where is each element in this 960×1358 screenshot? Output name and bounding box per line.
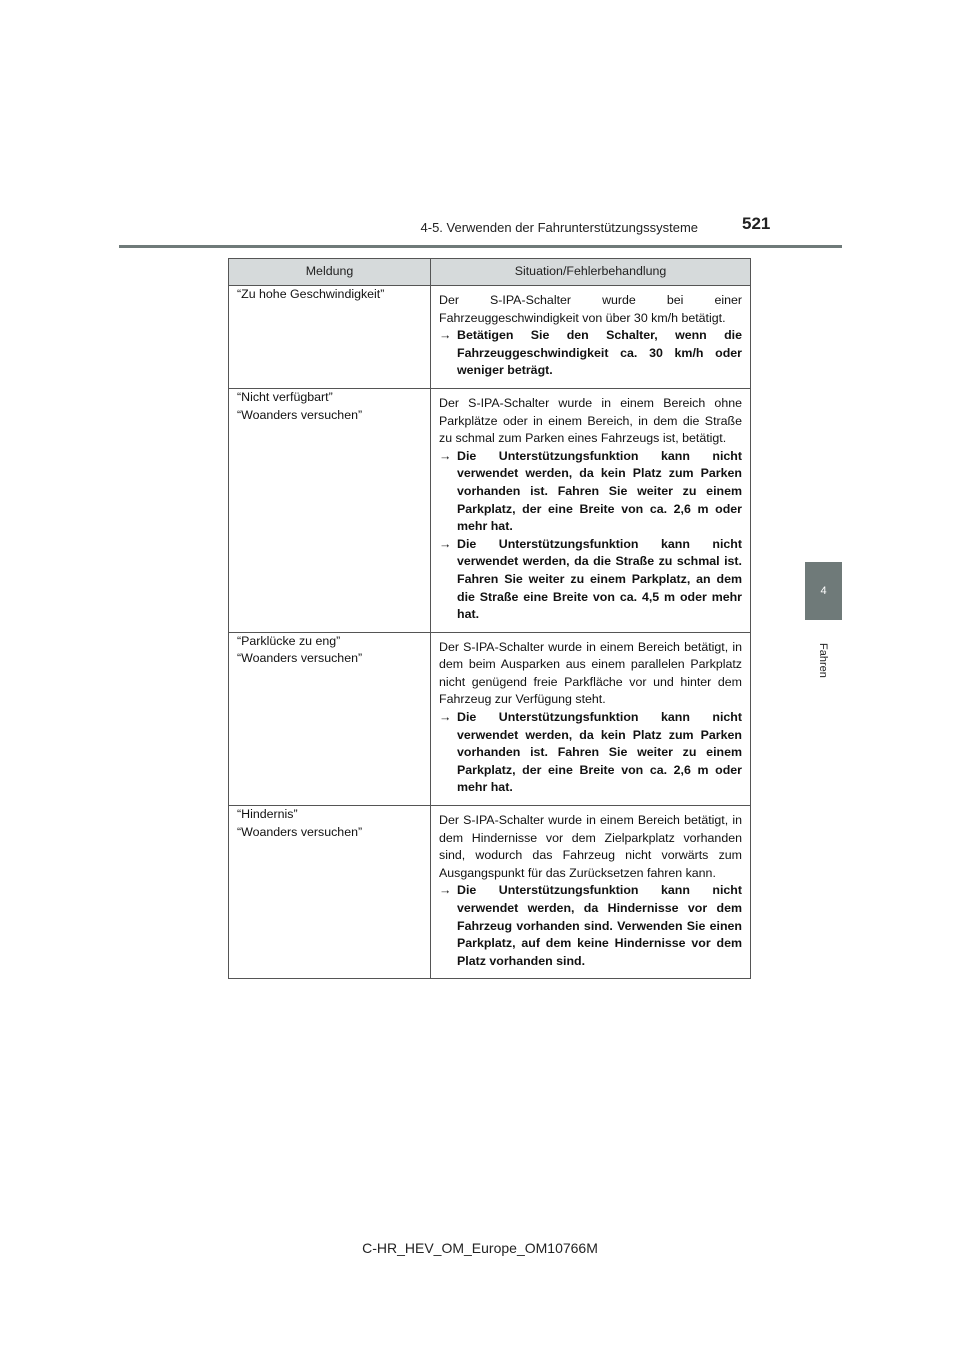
situation-cell <box>431 806 751 979</box>
action-item <box>439 327 742 380</box>
arrow-right-icon: → <box>439 536 452 551</box>
message-text: “Nicht verfügbart” <box>237 389 333 404</box>
table-row <box>229 286 751 389</box>
action-text: Die Unterstützungsfunktion kann nicht verwendet werden, da Hindernisse vor dem Fahrzeug vorhanden sind. Verwenden Sie einen Parkplatz, auf dem keine Hindernisse vor dem Platz vorhanden sind. <box>457 883 742 968</box>
page-number: 521 <box>742 214 771 233</box>
action-item <box>439 536 742 624</box>
situation-cell <box>431 286 751 389</box>
chapter-label: Fahren <box>817 642 829 678</box>
column-header-message: Meldung <box>229 259 431 286</box>
arrow-right-icon: → <box>439 710 452 725</box>
table-row <box>229 632 751 805</box>
arrow-right-icon: → <box>439 883 452 898</box>
message-cell <box>229 388 431 632</box>
table-row <box>229 388 751 632</box>
chapter-tab[interactable]: 4 <box>805 562 842 620</box>
action-text: Die Unterstützungsfunktion kann nicht verwendet werden, da die Straße zu schmal ist. Fahren Sie weiter zu einem Parkplatz, an dem die Straße eine Breite von ca. 4,5 m oder mehr hat. <box>457 536 742 622</box>
situation-cell <box>431 388 751 632</box>
situation-text: Der S-IPA-Schalter wurde in einem Bereich ohne Parkplätze oder in einem Bereich, in dem die Straße zu schmal zum Parken eines Fahrzeugs ist, betätigt. <box>439 395 742 446</box>
message-text: “Woanders versuchen” <box>237 651 363 666</box>
message-cell <box>229 806 431 979</box>
document-code: C-HR_HEV_OM_Europe_OM10766M <box>362 1240 598 1256</box>
action-item <box>439 709 742 797</box>
action-item <box>439 448 742 536</box>
message-cell <box>229 632 431 805</box>
action-item <box>439 882 742 970</box>
table-header-row <box>229 259 751 286</box>
message-text: “Parklücke zu eng” <box>237 633 341 648</box>
arrow-right-icon: → <box>439 328 452 343</box>
situation-cell <box>431 632 751 805</box>
header-divider <box>119 245 842 248</box>
arrow-right-icon: → <box>439 448 452 463</box>
situation-text: Der S-IPA-Schalter wurde in einem Bereich betätigt, in dem Hindernisse vor dem Zielparkplatz vorhanden sind, wodurch das Fahrzeug nicht vorwärts zum Ausgangspunkt für das Zurücksetzen fahren kann. <box>439 813 742 880</box>
action-text: Betätigen Sie den Schalter, wenn die Fahrzeuggeschwindigkeit ca. 30 km/h oder weniger beträgt. <box>457 328 742 378</box>
action-text: Die Unterstützungsfunktion kann nicht verwendet werden, da kein Platz zum Parken vorhanden ist. Fahren Sie weiter zu einem Parkplatz, der eine Breite von ca. 2,6 m oder mehr hat. <box>457 448 742 534</box>
situation-text: Der S-IPA-Schalter wurde bei einer Fahrzeuggeschwindigkeit von über 30 km/h betätigt. <box>439 293 742 325</box>
message-text: “Woanders versuchen” <box>237 824 363 839</box>
message-text: “Woanders versuchen” <box>237 407 363 422</box>
message-text: “Zu hohe Geschwindigkeit” <box>237 287 385 301</box>
table-row <box>229 806 751 979</box>
column-header-situation: Situation/Fehlerbehandlung <box>431 259 751 286</box>
message-text: “Hindernis” <box>237 807 298 822</box>
message-cell <box>229 286 431 389</box>
situation-text: Der S-IPA-Schalter wurde in einem Bereich betätigt, in dem beim Ausparken aus einem parallelen Parkplatz nicht genügend freie Parkfläche vor und hinter dem Fahrzeug zur Verfügung steht. <box>439 639 742 707</box>
section-title: 4-5. Verwenden der Fahrunterstützungssysteme <box>420 220 698 235</box>
message-table <box>228 258 751 979</box>
action-text: Die Unterstützungsfunktion kann nicht verwendet werden, da kein Platz zum Parken vorhanden ist. Fahren Sie weiter zu einem Parkplatz, der eine Breite von ca. 2,6 m oder mehr hat. <box>457 710 742 795</box>
